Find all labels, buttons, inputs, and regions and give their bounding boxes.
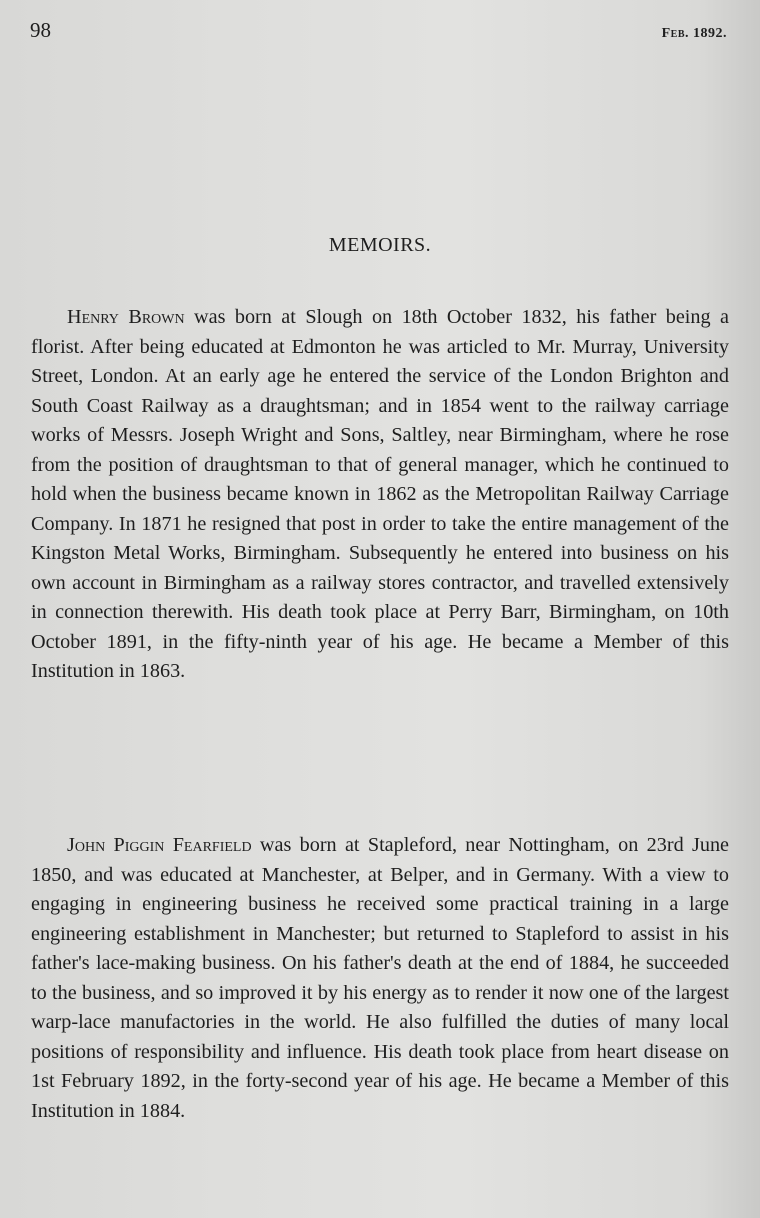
memoir-body: was born at Stapleford, near Nottingham, on 23rd June 1850, and was educated at Manchester, at Belper, and in Germany. With a view to engaging in engineering business he received some practical training in a large engineering establishment in Manchester; but returned to Stapleford to assist in his father's lace-making business. On his father's death at the end of 1884, he succeeded to the business, and so improved it by his energy as to render it now one of the largest warp-lace manufactories in the world. He also fulfilled the duties of many local positions of responsibility and influence. His death took place from heart disease on 1st February 1892, in the forty-second year of his age. He became a Member of this Institution in 1884. <box>31 834 730 1122</box>
memoir-body: was born at Slough on 18th October 1832, his father being a florist. After being educated at Edmonton he was articled to Mr. Murray, University Street, London. At an early age he entered the service of the London Brighton and South Coast Railway as a draughtsman; and in 1854 went to the railway carriage works of Messrs. Joseph Wright and Sons, Saltley, near Birmingham, where he rose from the position of draughtsman to that of general manager, which he continued to hold when the business became known in 1862 as the Metropolitan Railway Carriage Company. In 1871 he resigned that post in order to take the entire management of the Kingston Metal Works, Birmingham. Subsequently he entered into business on his own account in Birmingham as a railway stores contractor, and travelled extensively in connection therewith. His death took place at Perry Barr, Birmingham, on 10th October 1891, in the fifty-ninth year of his age. He became a Member of this Institution in 1863. <box>31 306 729 683</box>
running-head <box>30 18 727 43</box>
memoir-subject-name: Henry Brown <box>67 306 185 329</box>
page-number: 98 <box>30 18 51 42</box>
section-title: MEMOIRS. <box>328 234 432 256</box>
running-head-date: Feb. 1892. <box>661 26 727 41</box>
memoir-subject-name: John Piggin Fearfield <box>67 834 252 857</box>
memoir-henry-brown <box>31 303 729 687</box>
memoir-john-piggin-fearfield <box>31 831 729 1126</box>
